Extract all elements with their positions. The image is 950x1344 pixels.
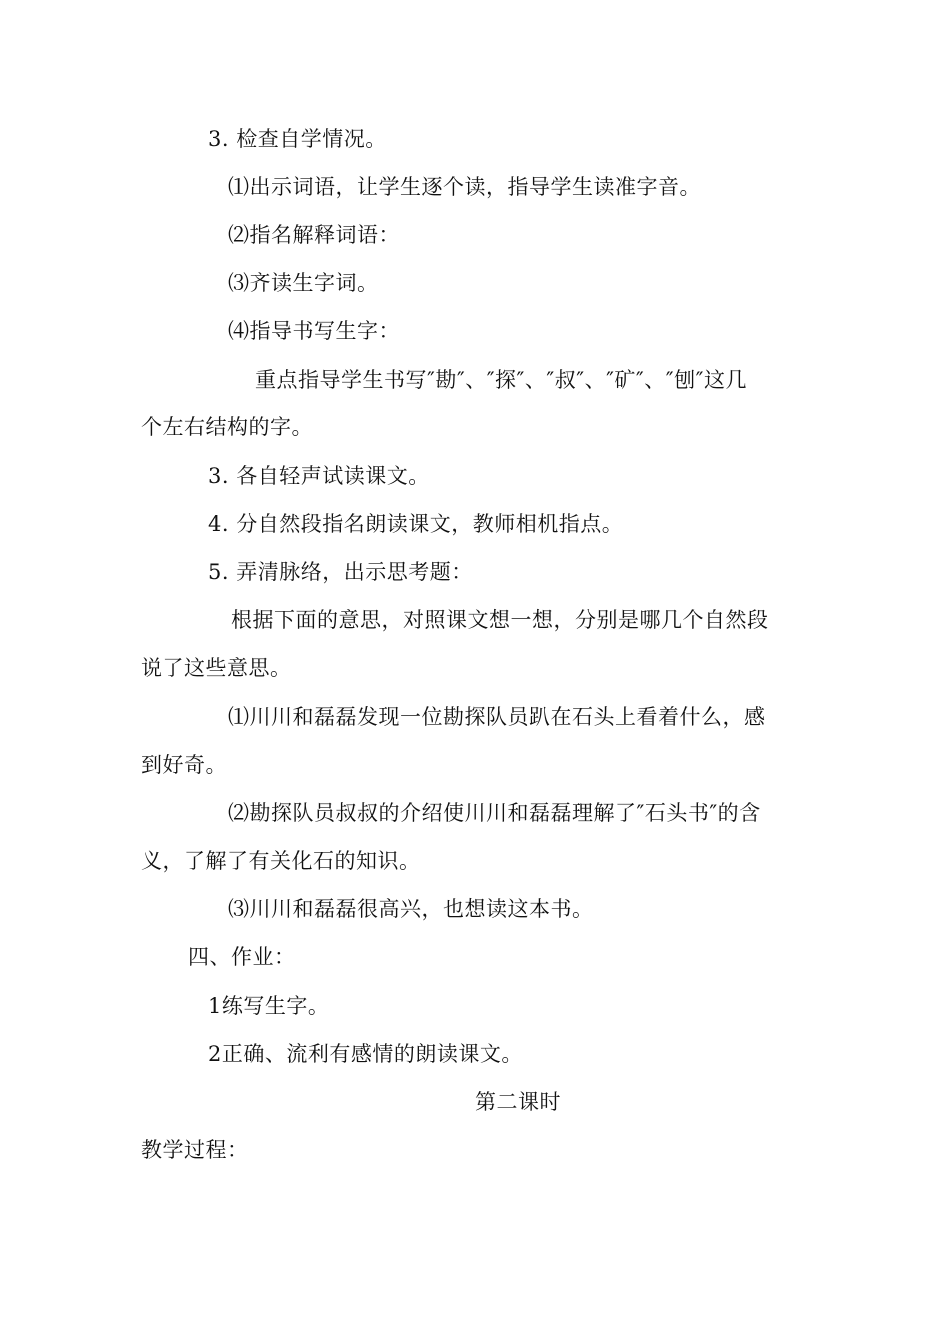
homework-heading: 四、作业：	[188, 945, 296, 969]
meaning-2-continued: 义，了解了有关化石的知识。	[141, 849, 421, 873]
writing-focus-continued: 个左右结构的字。	[141, 415, 313, 439]
homework-item-1: 1练写生字。	[208, 994, 330, 1018]
question-paragraph-continued: 说了这些意思。	[141, 656, 292, 680]
step-5-clarify-structure: 5. 弄清脉络，出示思考题：	[208, 560, 473, 584]
question-paragraph: 根据下面的意思，对照课文想一想，分别是哪几个自然段	[231, 608, 769, 632]
teaching-process-heading: 教学过程：	[141, 1138, 249, 1162]
writing-focus-paragraph: 重点指导学生书写″勘″、″探″、″叔″、″矿″、″刨″这几	[255, 368, 747, 392]
substep-3-read-words: ⑶齐读生字词。	[228, 271, 379, 295]
substep-4-writing-guide: ⑷指导书写生字：	[228, 319, 400, 343]
step-3-read-quietly: 3. 各自轻声试读课文。	[208, 464, 430, 488]
step-4-read-aloud: 4. 分自然段指名朗读课文，教师相机指点。	[208, 512, 624, 536]
meaning-2: ⑵勘探队员叔叔的介绍使川川和磊磊理解了″石头书″的含	[228, 801, 761, 825]
meaning-1-continued: 到好奇。	[141, 753, 227, 777]
meaning-1: ⑴川川和磊磊发现一位勘探队员趴在石头上看着什么，感	[228, 705, 766, 729]
meaning-3: ⑶川川和磊磊很高兴，也想读这本书。	[228, 897, 594, 921]
homework-item-2: 2正确、流利有感情的朗读课文。	[208, 1042, 523, 1066]
substep-1-show-words: ⑴出示词语，让学生逐个读，指导学生读准字音。	[228, 175, 701, 199]
substep-2-explain-words: ⑵指名解释词语：	[228, 223, 400, 247]
step-3-check-self-study: 3. 检查自学情况。	[208, 127, 387, 151]
section-title-second-lesson: 第二课时	[475, 1090, 561, 1114]
